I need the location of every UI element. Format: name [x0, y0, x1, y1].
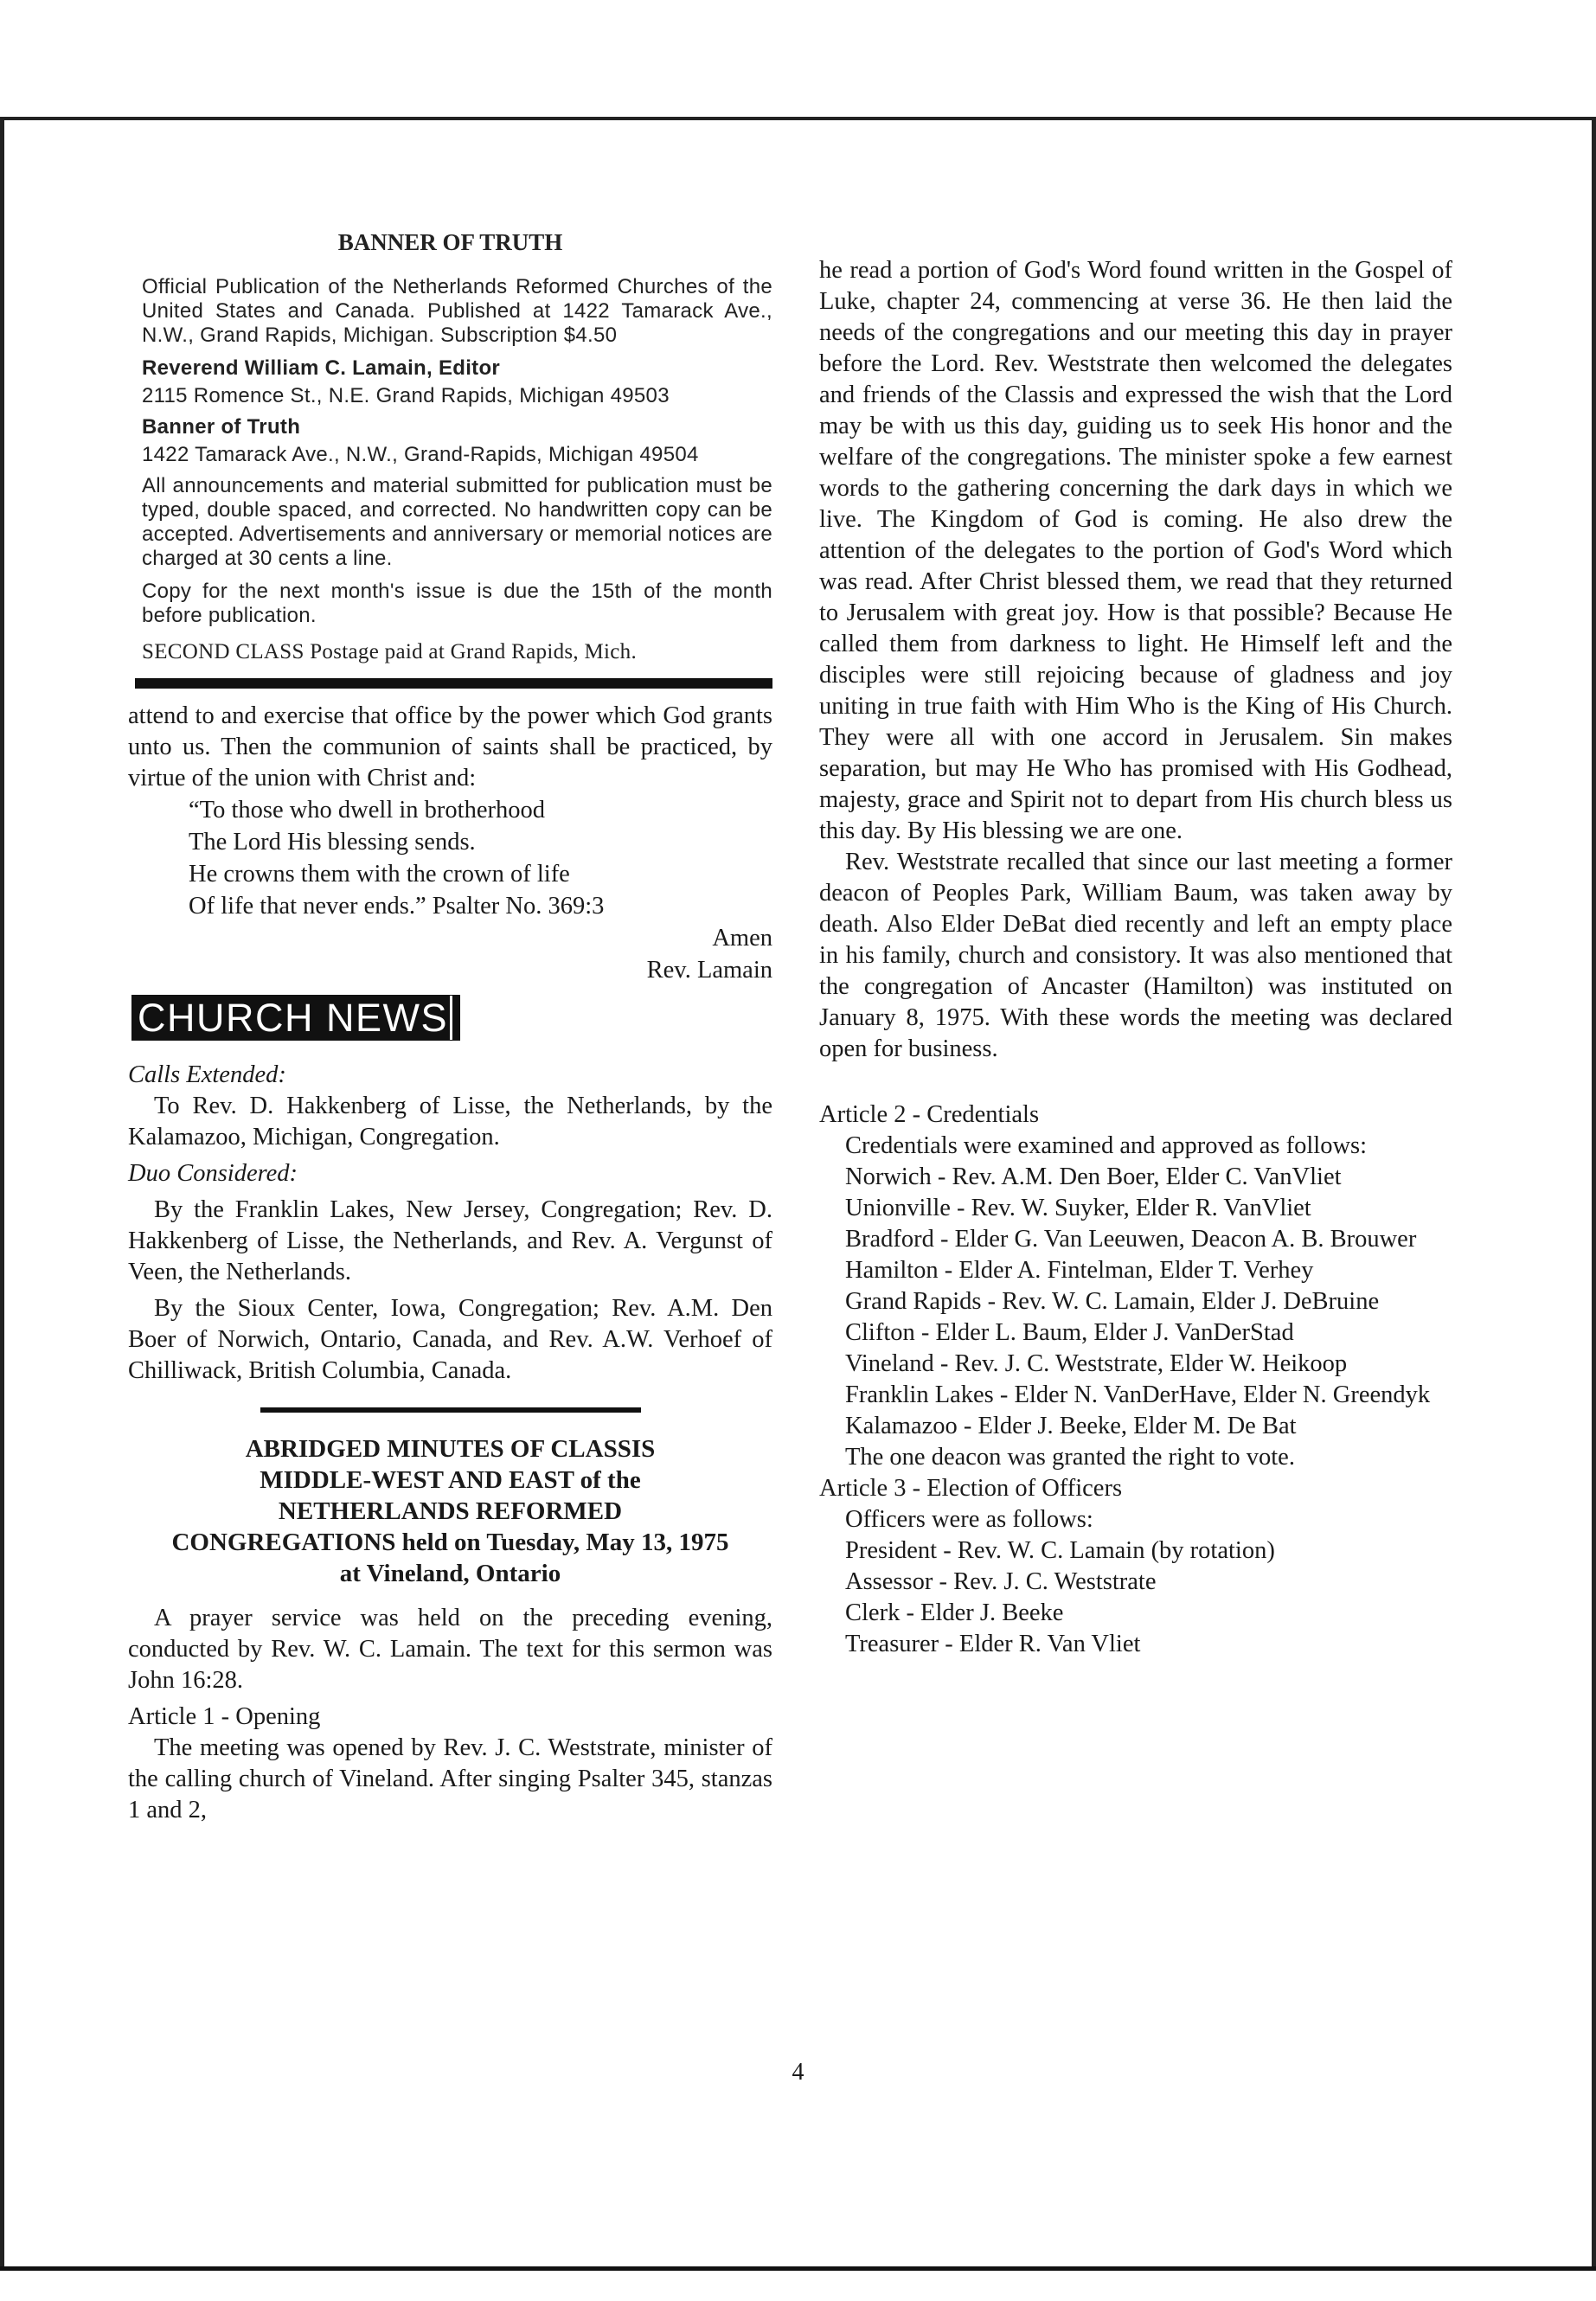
deadline-notice: Copy for the next month's issue is due the 15th of the month before publication.: [142, 580, 772, 627]
minutes-heading: [128, 1433, 772, 1589]
article-3-heading: Article 3 - Election of Officers: [819, 1475, 1123, 1502]
prayer-service-paragraph: A prayer service was held on the preceding evening, conducted by Rev. W. C. Lamain. The text for this sermon was John 16:28.: [128, 1605, 772, 1694]
continuation-paragraph: attend to and exercise that office by the power which God grants unto us. Then the communion of saints shall be practiced, by virtue of the union with Christ and:: [128, 702, 772, 792]
officers-list: [845, 1504, 1452, 1660]
article-1-continued: he read a portion of God's Word found written in the Gospel of Luke, chapter 24, commencing at verse 36. He then laid the needs of the congregations and our meeting this day in prayer before the Lord. Rev. Weststrate then welcomed the delegates and friends of the Classis and expressed the wish that the Lord may be with us this day, guiding us to seek His honor and the welfare of the congregations. The minister spoke a few earnest words to the gathering concerning the dark days in which we live. The Kingdom of God is coming. He also drew the attention of the delegates to the portion of God's Word which was read. After Christ blessed them, we read that they returned to Jerusalem with great joy. How is that possible? Because He called them from darkness to light. He Himself left and the disciples were still rejoicing because of gladness and joy uniting in true faith with Him Who is the King of His Church. They were all with one accord in Jerusalem. Sin makes separation, but may He Who has promised with His Godhead, majesty, grace and Spirit not to depart from His church bless us this day. By His blessing we are one.: [819, 257, 1452, 844]
masthead-divider: [135, 678, 772, 689]
page-border-bottom: [0, 2266, 1596, 2271]
editor-address: 2115 Romence St., N.E. Grand Rapids, Michigan 49503: [142, 384, 670, 407]
minutes-heading-line: at Vineland, Ontario: [339, 1560, 561, 1587]
editor-name: Reverend William C. Lamain, Editor: [142, 356, 501, 380]
list-item: The one deacon was granted the right to vote.: [845, 1444, 1295, 1471]
page-border-right: [1592, 117, 1596, 2271]
announcements-notice: All announcements and material submitted for publication must be typed, double spaced, and corrected. No handwritten copy can be accepted. Advertisements and anniversary or memorial notices are charged at 30 cents a line.: [142, 474, 772, 570]
credentials-intro: Credentials were examined and approved as follows:: [845, 1132, 1368, 1159]
list-item: Officers were as follows:: [845, 1506, 1093, 1533]
poem-line: “To those who dwell in brotherhood: [189, 797, 545, 824]
signature: Rev. Lamain: [646, 957, 772, 984]
minutes-heading-line: ABRIDGED MINUTES OF CLASSIS: [245, 1435, 656, 1463]
article-2-heading: Article 2 - Credentials: [819, 1101, 1040, 1128]
article-1-heading: Article 1 - Opening: [128, 1703, 321, 1730]
credentials-list: [845, 1162, 1452, 1473]
list-item: Hamilton - Elder A. Fintelman, Elder T. Verhey: [845, 1257, 1314, 1284]
amen: Amen: [712, 925, 772, 952]
right-column: [819, 255, 1452, 1660]
page-number: 4: [792, 2059, 804, 2086]
duo-paragraph: By the Franklin Lakes, New Jersey, Congregation; Rev. D. Hakkenberg of Lisse, the Netherlands, and Rev. A. Vergunst of Veen, the Netherlands.: [128, 1196, 772, 1285]
remembrance-paragraph: Rev. Weststrate recalled that since our last meeting a former deacon of Peoples Park, William Baum, was taken away by death. Also Elder DeBat died recently and left an empty place in his family, church and consistory. It was also mentioned that the congregation of Ancaster (Hamilton) was instituted on January 8, 1975. With these words the meeting was declared open for business.: [819, 849, 1452, 1062]
list-item: Kalamazoo - Elder J. Beeke, Elder M. De Bat: [845, 1413, 1297, 1439]
list-item: Vineland - Rev. J. C. Weststrate, Elder W. Heikoop: [845, 1350, 1348, 1377]
publication-info: Official Publication of the Netherlands Reformed Churches of the United States and Canada. Published at 1422 Tamarack Ave., N.W., Grand Rapids, Michigan. Subscription $4.50: [142, 275, 772, 347]
list-item: Clifton - Elder L. Baum, Elder J. VanDerStad: [845, 1319, 1294, 1346]
left-column: [128, 229, 772, 1826]
page-border-left: [0, 117, 4, 2271]
list-item: Assessor - Rev. J. C. Weststrate: [845, 1568, 1157, 1595]
calls-text: To Rev. D. Hakkenberg of Lisse, the Netherlands, by the Kalamazoo, Michigan, Congregation.: [128, 1093, 772, 1150]
office-name: Banner of Truth: [142, 415, 301, 439]
list-item: Unionville - Rev. W. Suyker, Elder R. VanVliet: [845, 1195, 1311, 1221]
duo-heading: Duo Considered:: [128, 1160, 298, 1187]
masthead: [128, 229, 772, 664]
list-item: Bradford - Elder G. Van Leeuwen, Deacon A. B. Brouwer: [845, 1226, 1417, 1253]
poem-line: Of life that never ends.” Psalter No. 369:3: [189, 893, 605, 920]
poem-line: He crowns them with the crown of life: [189, 861, 570, 888]
church-news-banner: [131, 995, 460, 1041]
left-body: [128, 701, 772, 1826]
list-item: Grand Rapids - Rev. W. C. Lamain, Elder J. DeBruine: [845, 1288, 1380, 1315]
list-item: Clerk - Elder J. Beeke: [845, 1599, 1064, 1626]
office-address: 1422 Tamarack Ave., N.W., Grand-Rapids, Michigan 49504: [142, 443, 699, 466]
minutes-heading-line: MIDDLE-WEST AND EAST of the: [260, 1466, 641, 1494]
list-item: President - Rev. W. C. Lamain (by rotation): [845, 1537, 1275, 1564]
list-item: Norwich - Rev. A.M. Den Boer, Elder C. VanVliet: [845, 1163, 1342, 1190]
calls-heading: Calls Extended:: [128, 1061, 286, 1088]
right-body: [819, 255, 1452, 1660]
duo-paragraph: By the Sioux Center, Iowa, Congregation; Rev. A.M. Den Boer of Norwich, Ontario, Canada, and Rev. A.W. Verhoef of Chilliwack, British Columbia, Canada.: [128, 1295, 772, 1384]
minutes-heading-line: NETHERLANDS REFORMED: [278, 1497, 623, 1525]
church-news-label: CHURCH NEWS: [138, 996, 452, 1040]
masthead-title: BANNER OF TRUTH: [337, 229, 563, 255]
minutes-heading-line: CONGREGATIONS held on Tuesday, May 13, 1975: [171, 1529, 729, 1556]
list-item: Treasurer - Elder R. Van Vliet: [845, 1631, 1141, 1657]
psalter-quote: [189, 794, 772, 922]
page-border-top: [0, 117, 1596, 120]
section-divider: [260, 1407, 641, 1413]
poem-line: The Lord His blessing sends.: [189, 829, 476, 856]
list-item: Franklin Lakes - Elder N. VanDerHave, Elder N. Greendyk: [845, 1381, 1431, 1408]
article-1-paragraph: The meeting was opened by Rev. J. C. Weststrate, minister of the calling church of Vineland. After singing Psalter 345, stanzas 1 and 2,: [128, 1734, 772, 1823]
postage-notice: SECOND CLASS Postage paid at Grand Rapids, Mich.: [142, 640, 638, 663]
